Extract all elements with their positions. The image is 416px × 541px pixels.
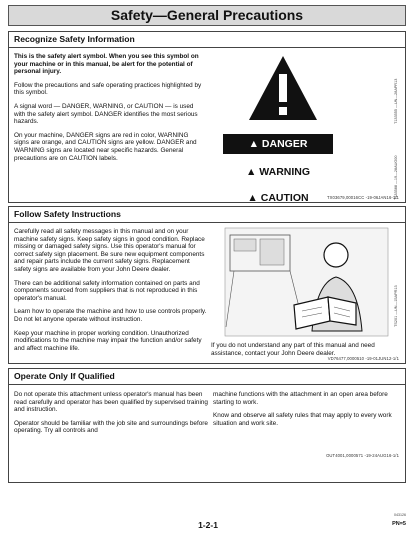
paragraph: There can be additional safety information contained on parts and components sourced from suppliers that is not reproduced in this operator's manual. (14, 279, 200, 302)
pn-label: PN=5 (392, 521, 406, 527)
paragraph: Do not operate this attachment unless operator's manual has been read carefully and operator has been qualified by supervised training and instruction. (14, 391, 208, 414)
paragraph: Keep your machine in proper working condition. Unauthorized modifications to the machine may impair the function and/or safety and affect machine life. (14, 329, 202, 352)
alert-intro: This is the safety alert symbol. When you see this symbol on your machine or in this manual, be alert for the potential of personal injury. (14, 53, 199, 76)
safety-alert-symbol-icon (247, 52, 319, 124)
figure-code: T133555 —UN—28APR13 (394, 78, 398, 124)
paragraph: If you do not understand any part of this manual and need assistance, contact your John Deere dealer. (211, 342, 375, 357)
warning-sign: ▲ WARNING (245, 166, 311, 178)
figure-code: TS201 —UN—15APR13 (394, 285, 398, 327)
paragraph: Operator should be familiar with the job site and surroundings before operating. Try all controls and (14, 419, 208, 435)
section-follow-instructions (8, 206, 406, 364)
reference-code: VD76477,0000510 -19-01JUN12-1/1 (327, 356, 399, 361)
alert-triangle-icon: ▲ (245, 166, 257, 178)
small-code: 043126 (394, 513, 406, 517)
section-title: Operate Only If Qualified (9, 369, 405, 385)
reference-code: OUT4001,0000571 -19-24AUG16-1/1 (326, 453, 399, 458)
section-title: Follow Safety Instructions (9, 207, 405, 223)
reference-code: TX03679,00016CC -19-06JAN16-1/1 (326, 195, 399, 200)
paragraph: machine functions with the attachment in an open area before starting to work. (213, 391, 388, 406)
figure-code: T133588 —19—28AUG00 (394, 155, 398, 200)
paragraph: Carefully read all safety messages in this manual and on your machine safety signs. Keep safety signs in good condition. Replace missing or damaged safety signs. Use this operator's manual for correct safety sign placement. Be sure new equipment components and repair parts include the current safety signs. Replacement safety signs are available from your John Deere dealer. (14, 228, 205, 273)
paragraph: Know and observe all safety rules that may apply to every work situation and work site. (213, 412, 392, 427)
section-recognize-safety (8, 31, 406, 203)
paragraph: A signal word — DANGER, WARNING, or CAUTION — is used with the safety alert symbol. DANGER identifies the most serious hazards. (14, 102, 198, 126)
section-operate-if-qualified (8, 368, 406, 483)
paragraph: Follow the precautions and safe operating practices highlighted by this symbol. (14, 81, 202, 97)
paragraph: On your machine, DANGER signs are red in color, WARNING signs are orange, and CAUTION signs are yellow. DANGER and WARNING signs are located near specific hazards. General precautions are on CAUTION labels. (14, 131, 197, 162)
alert-triangle-icon: ▲ (248, 138, 259, 150)
page-number: 1-2-1 (198, 520, 218, 530)
caution-sign: ▲ CAUTION (247, 192, 309, 204)
operator-reading-manual-illustration-icon (224, 227, 389, 337)
paragraph: Learn how to operate the machine and how to use controls properly. Do not let anyone operate without instruction. (14, 308, 207, 323)
alert-triangle-icon: ▲ (247, 192, 258, 204)
danger-sign: ▲ DANGER (223, 134, 333, 154)
page-title: Safety—General Precautions (8, 5, 406, 26)
section-title: Recognize Safety Information (9, 32, 405, 48)
